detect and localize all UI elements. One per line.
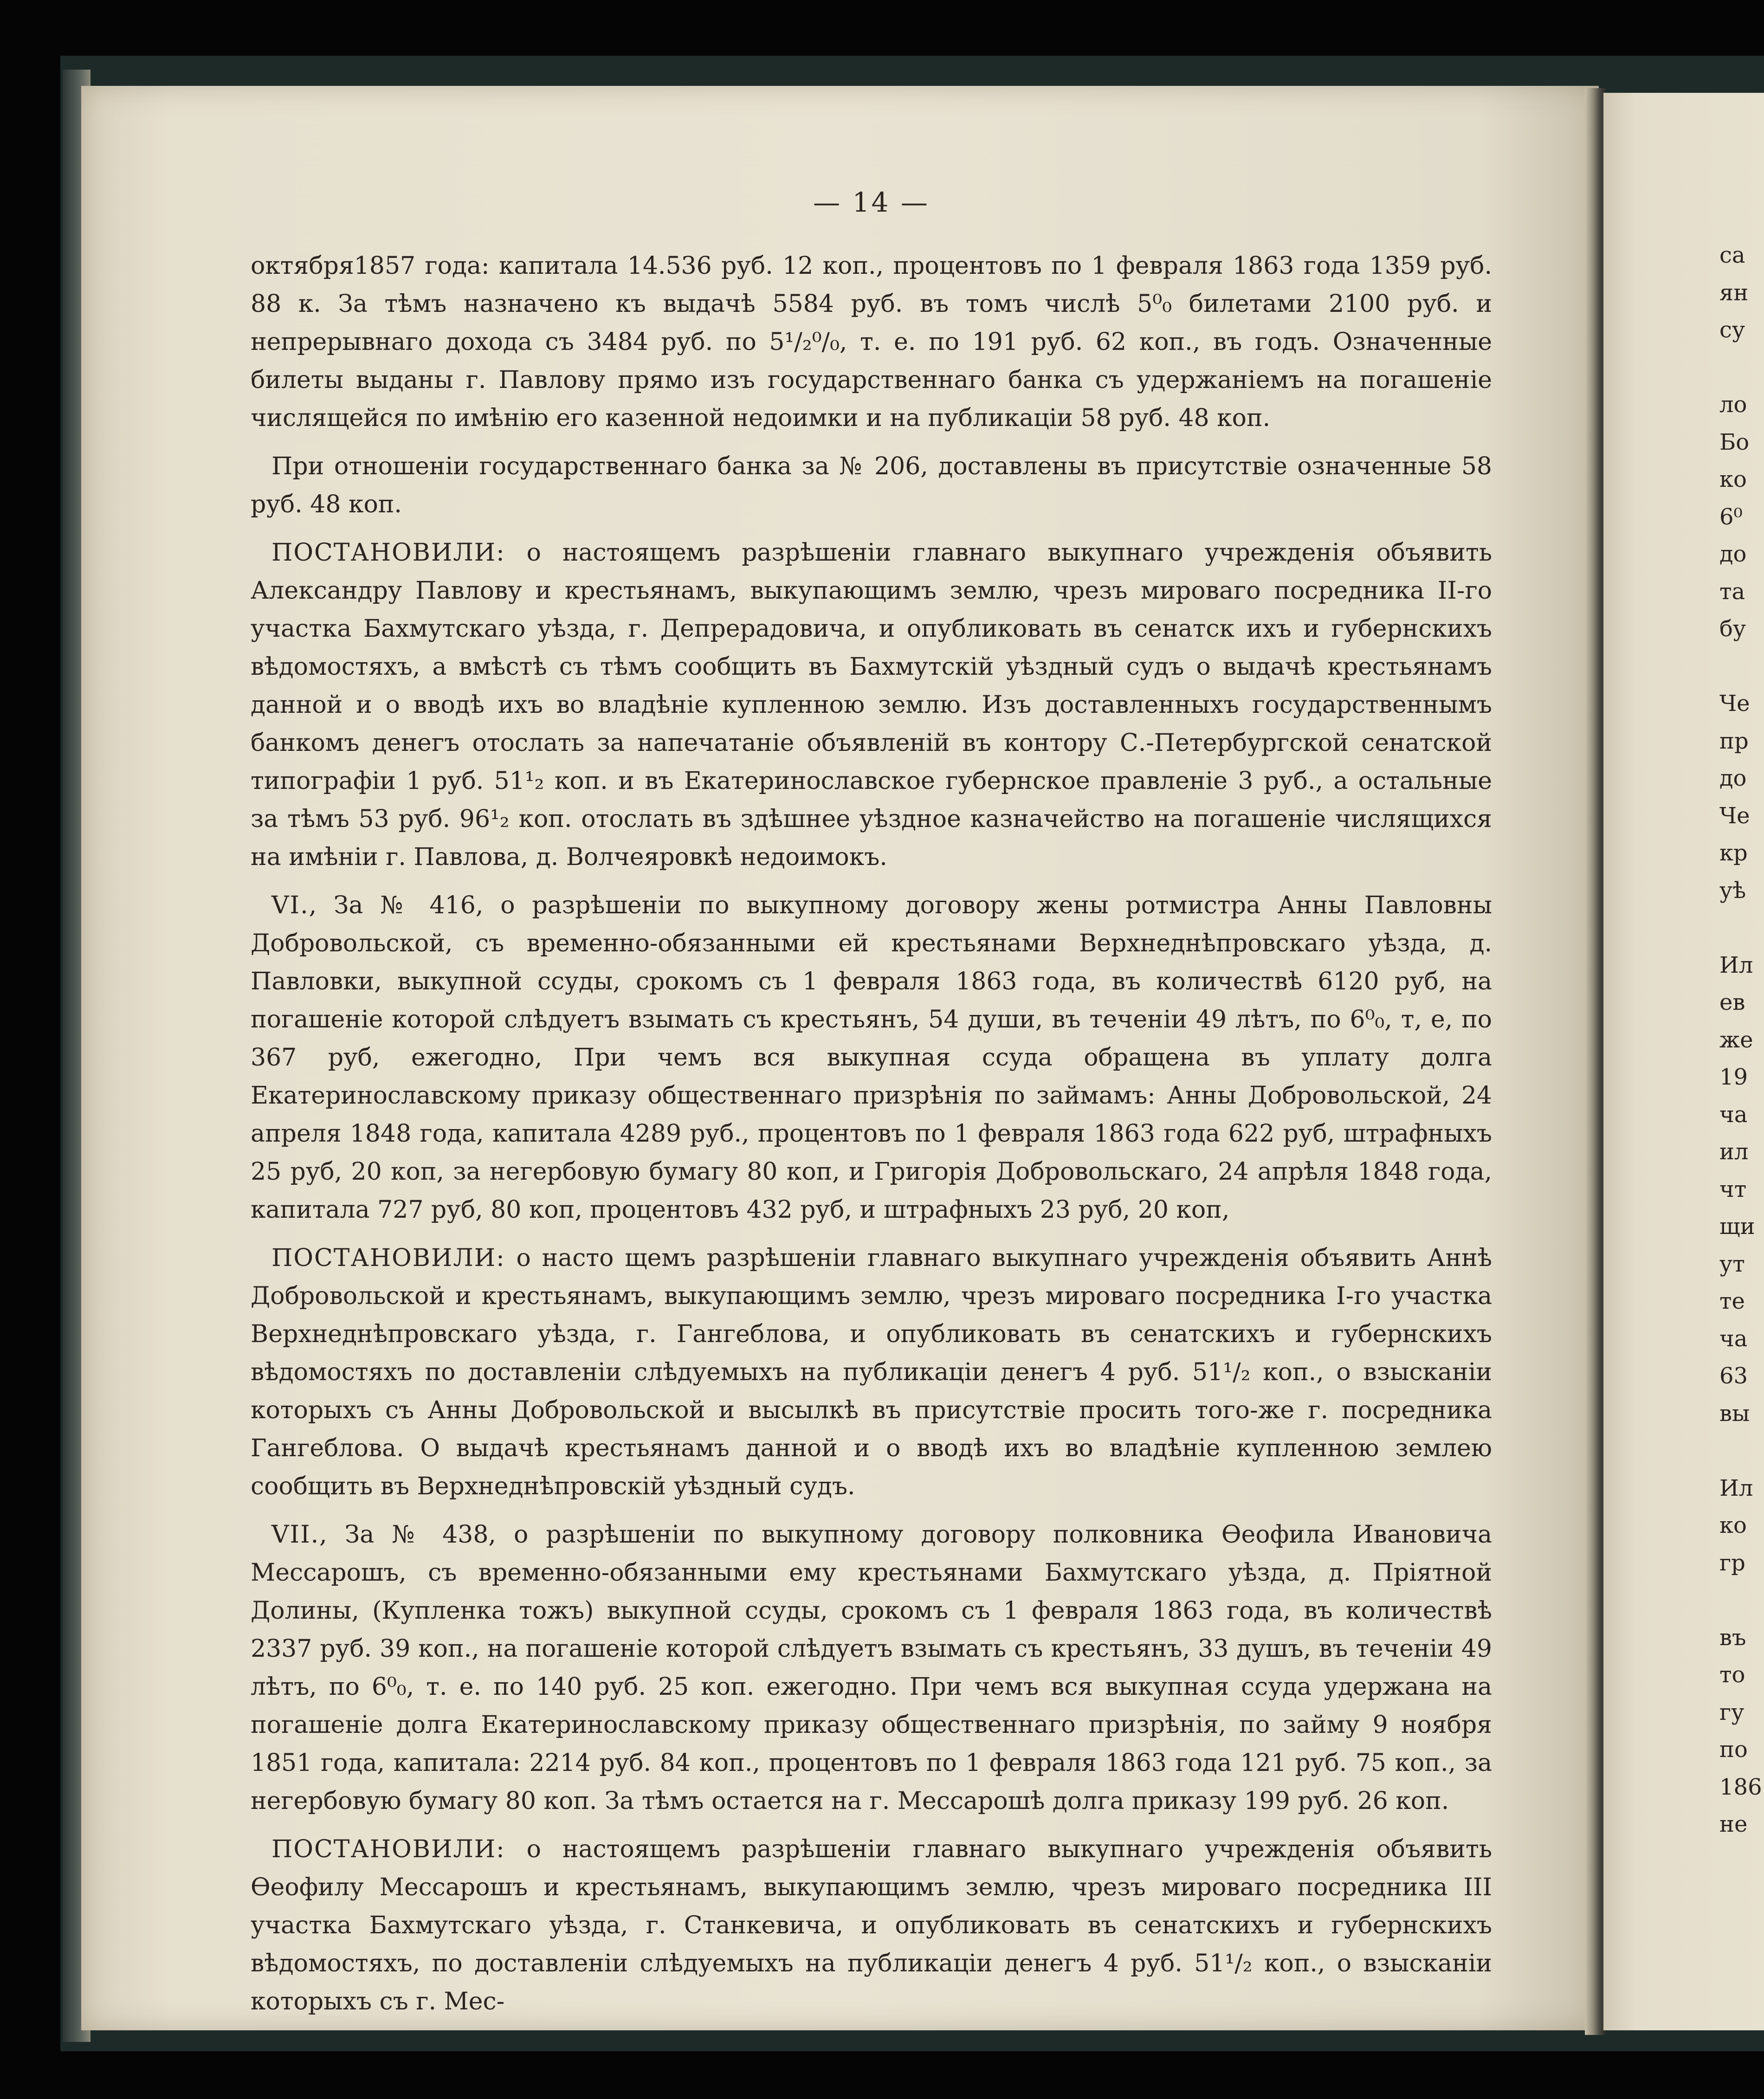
adjacent-line-fragment: 6⁰ [1719, 504, 1743, 530]
adjacent-line-fragment: ев [1719, 989, 1745, 1015]
paragraph-text: , За № 416, о разрѣшеніи по выкупному договору жены ротмистра Анны Павловны Добровольской, съ временно-обязанными ей крестьянами Верхнеднѣпровскаго уѣзда, д. Павловки, выкупной ссуды, срокомъ съ 1 февраля 1863 года, въ количествѣ 6120 руб, на погашеніе которой слѣдуетъ взымать съ крестьянъ, 54 души, въ теченіи 49 лѣтъ, по 6⁰₀, т, е, по 367 руб, ежегодно, При чемъ вся выкупная ссуда обращена въ уплату долга Екатеринославскому приказу общественнаго призрѣнія по займамъ: Анны Добровольской, 24 апреля 1848 года, капитала 4289 руб., процентовъ по 1 февраля 1863 года 622 руб, штрафныхъ 25 руб, 20 коп, за негербовую бумагу 80 коп, и Григорія Добровольскаго, 24 апрѣля 1848 года, капитала 727 руб, 80 коп, процентовъ 432 руб, и штрафныхъ 23 руб, 20 коп, [251, 891, 1492, 1224]
adjacent-line-fragment: 19 [1719, 1064, 1748, 1090]
adjacent-line-fragment [1719, 1582, 1764, 1619]
adjacent-line-fragment: су [1719, 317, 1745, 343]
paragraph-lead: ПОСТАНОВИЛИ: [271, 539, 505, 567]
paragraph-text: о настоящемъ разрѣшеніи главнаго выкупнаго учрежденія объявить Ѳеофилу Мессарошъ и крестьянамъ, выкупающимъ землю, чрезъ мироваго посредника III участка Бахмутскаго уѣзда, г. Станкевича, и опубликовать въ сенатскихъ и губернскихъ вѣдомостяхъ, по доставленіи слѣдуемыхъ на публикаціи денегъ 4 руб. 51¹/₂ коп., о взысканіи которыхъ съ г. Мес- [251, 1835, 1492, 2015]
paragraph [251, 886, 1492, 1229]
adjacent-page-text [1719, 237, 1764, 1843]
adjacent-line-fragment: бу [1719, 616, 1746, 642]
adjacent-line-fragment: кр [1719, 840, 1748, 866]
paragraph-text: , За № 438, о разрѣшеніи по выкупному договору полковника Ѳеофила Ивановича Мессарошъ, съ временно-обязанными ему крестьянами Бахмутскаго уѣзда, д. Пріятной Долины, (Купленка тожъ) выкупной ссуды, срокомъ съ 1 февраля 1863 года, въ количествѣ 2337 руб. 39 коп., на погашеніе которой слѣдуетъ взымать съ крестьянъ, 33 душъ, въ теченіи 49 лѣтъ, по 6⁰₀, т. е. по 140 руб. 25 коп. ежегодно. При чемъ вся выкупная ссуда удержана на погашеніе долга Екатеринославскому приказу общественнаго призрѣнія, по займу 9 ноября 1851 года, капитала: 2214 руб. 84 коп., процентовъ по 1 февраля 1863 года 121 руб. 75 коп., за негербовую бумагу 80 коп. За тѣмъ остается на г. Мессарошѣ долга приказу 199 руб. 26 коп. [251, 1521, 1492, 1815]
adjacent-line-fragment: ко [1719, 466, 1747, 492]
adjacent-line-fragment: гр [1719, 1550, 1745, 1576]
adjacent-line-fragment: ил [1719, 1139, 1749, 1165]
adjacent-line-fragment [1719, 648, 1764, 685]
adjacent-line-fragment: въ [1719, 1624, 1746, 1651]
paragraph-lead: VII. [271, 1521, 320, 1549]
adjacent-line-fragment: ян [1719, 279, 1749, 306]
adjacent-line-fragment: пр [1719, 728, 1749, 754]
adjacent-line-fragment: гу [1719, 1699, 1745, 1725]
adjacent-line-fragment: по [1719, 1737, 1748, 1763]
text-block [251, 183, 1492, 2031]
adjacent-line-fragment: ут [1719, 1251, 1745, 1277]
adjacent-line-fragment: Бо [1719, 429, 1750, 455]
adjacent-line-fragment: та [1719, 578, 1745, 605]
page-gutter [1585, 88, 1606, 2035]
adjacent-line-fragment: щи [1719, 1214, 1755, 1240]
adjacent-line-fragment: ча [1719, 1325, 1748, 1352]
adjacent-line-fragment: 186 [1719, 1774, 1762, 1800]
adjacent-line-fragment: то [1719, 1662, 1745, 1688]
adjacent-line-fragment: са [1719, 242, 1745, 268]
paragraph-text: При отношеніи государственнаго банка за № 206, доставлены въ присутствіе означенные 58 руб. 48 коп. [251, 452, 1492, 518]
paragraph-text: о настоящемъ разрѣшеніи главнаго выкупнаго учрежденія объявить Александру Павлову и крестьянамъ, выкупающимъ землю, чрезъ мироваго посредника II-го участка Бахмутскаго уѣзда, г. Депрерадовича, и опубликовать въ сенатск ихъ и губернскихъ вѣдомостяхъ, а вмѣстѣ съ тѣмъ сообщить въ Бахмутскій уѣздный судъ о выдачѣ крестьянамъ данной и о вводѣ ихъ во владѣніе купленною землю. Изъ доставленныхъ государственнымъ банкомъ денегъ отослать за напечатаніе объявленій въ контору С.-Петербургской сенатской типографіи 1 руб. 51¹₂ коп. и въ Екатеринославское губернское правленіе 3 руб., а остальные за тѣмъ 53 руб. 96¹₂ коп. отослать въ здѣшнее уѣздное казначейство на погашеніе числящихся на имѣніи г. Павлова, д. Волчеяровкѣ недоимокъ. [251, 539, 1492, 871]
paragraph [251, 1830, 1492, 2021]
adjacent-line-fragment: до [1719, 765, 1747, 791]
page-number: — 14 — [813, 187, 930, 218]
paragraph-text: о насто щемъ разрѣшеніи главнаго выкупнаго учрежденія объявить Аннѣ Добровольской и крестьянамъ, выкупающимъ землю, чрезъ мироваго посредника I-го участка Верхнеднѣпровскаго уѣзда, г. Гангеблова, и опубликовать въ сенатскихъ и губернскихъ вѣдомостяхъ по доставленіи слѣдуемыхъ на публикаціи денегъ 4 руб. 51¹/₂ коп., о взысканіи которыхъ съ Анны Добровольской и высылкѣ въ присутствіе просить того-же г. посредника Гангеблова. О выдачѣ крестьянамъ данной и о вводѣ ихъ во владѣніе купленною землею сообщить въ Верхнеднѣпровскій уѣздный судъ. [251, 1244, 1492, 1500]
paragraph [251, 247, 1492, 437]
paragraph-text: октября1857 года: капитала 14.536 руб. 12 коп., процентовъ по 1 февраля 1863 года 1359 руб. 88 к. За тѣмъ назначено къ выдачѣ 5584 руб. въ томъ числѣ 5⁰₀ билетами 2100 руб. и непрерывнаго дохода съ 3484 руб. по 5¹/₂⁰/₀, т. е. по 191 руб. 62 коп., въ годъ. Означенные билеты выданы г. Павлову прямо изъ государственнаго банка съ удержаніемъ на погашеніе числящейся по имѣнію его казенной недоимки и на публикаціи 58 руб. 48 коп. [251, 252, 1492, 432]
adjacent-line-fragment: Ил [1719, 952, 1753, 978]
paragraph [251, 1239, 1492, 1505]
adjacent-line-fragment: ло [1719, 392, 1747, 418]
adjacent-line-fragment [1719, 909, 1764, 947]
adjacent-line-fragment: Ил [1719, 1475, 1753, 1501]
adjacent-line-fragment: ко [1719, 1512, 1747, 1538]
paragraph-lead: ПОСТАНОВИЛИ: [271, 1244, 505, 1272]
adjacent-line-fragment: не [1719, 1811, 1748, 1837]
paragraph [251, 1516, 1492, 1820]
adjacent-line-fragment: Че [1719, 691, 1750, 717]
adjacent-line-fragment: 63 [1719, 1363, 1748, 1389]
adjacent-line-fragment: те [1719, 1288, 1745, 1314]
adjacent-line-fragment: Че [1719, 802, 1750, 829]
adjacent-line-fragment: чт [1719, 1176, 1747, 1202]
adjacent-line-fragment: до [1719, 541, 1747, 567]
adjacent-line-fragment [1719, 349, 1764, 387]
adjacent-line-fragment [1719, 1432, 1764, 1470]
paragraph-lead: VI. [271, 891, 309, 919]
adjacent-line-fragment: вы [1719, 1400, 1750, 1427]
paragraph [251, 534, 1492, 876]
paragraph [251, 447, 1492, 523]
adjacent-line-fragment: ча [1719, 1101, 1748, 1128]
adjacent-line-fragment: уѣ [1719, 877, 1746, 904]
paragraph-lead: ПОСТАНОВИЛИ: [271, 1835, 505, 1863]
adjacent-line-fragment: же [1719, 1027, 1753, 1053]
